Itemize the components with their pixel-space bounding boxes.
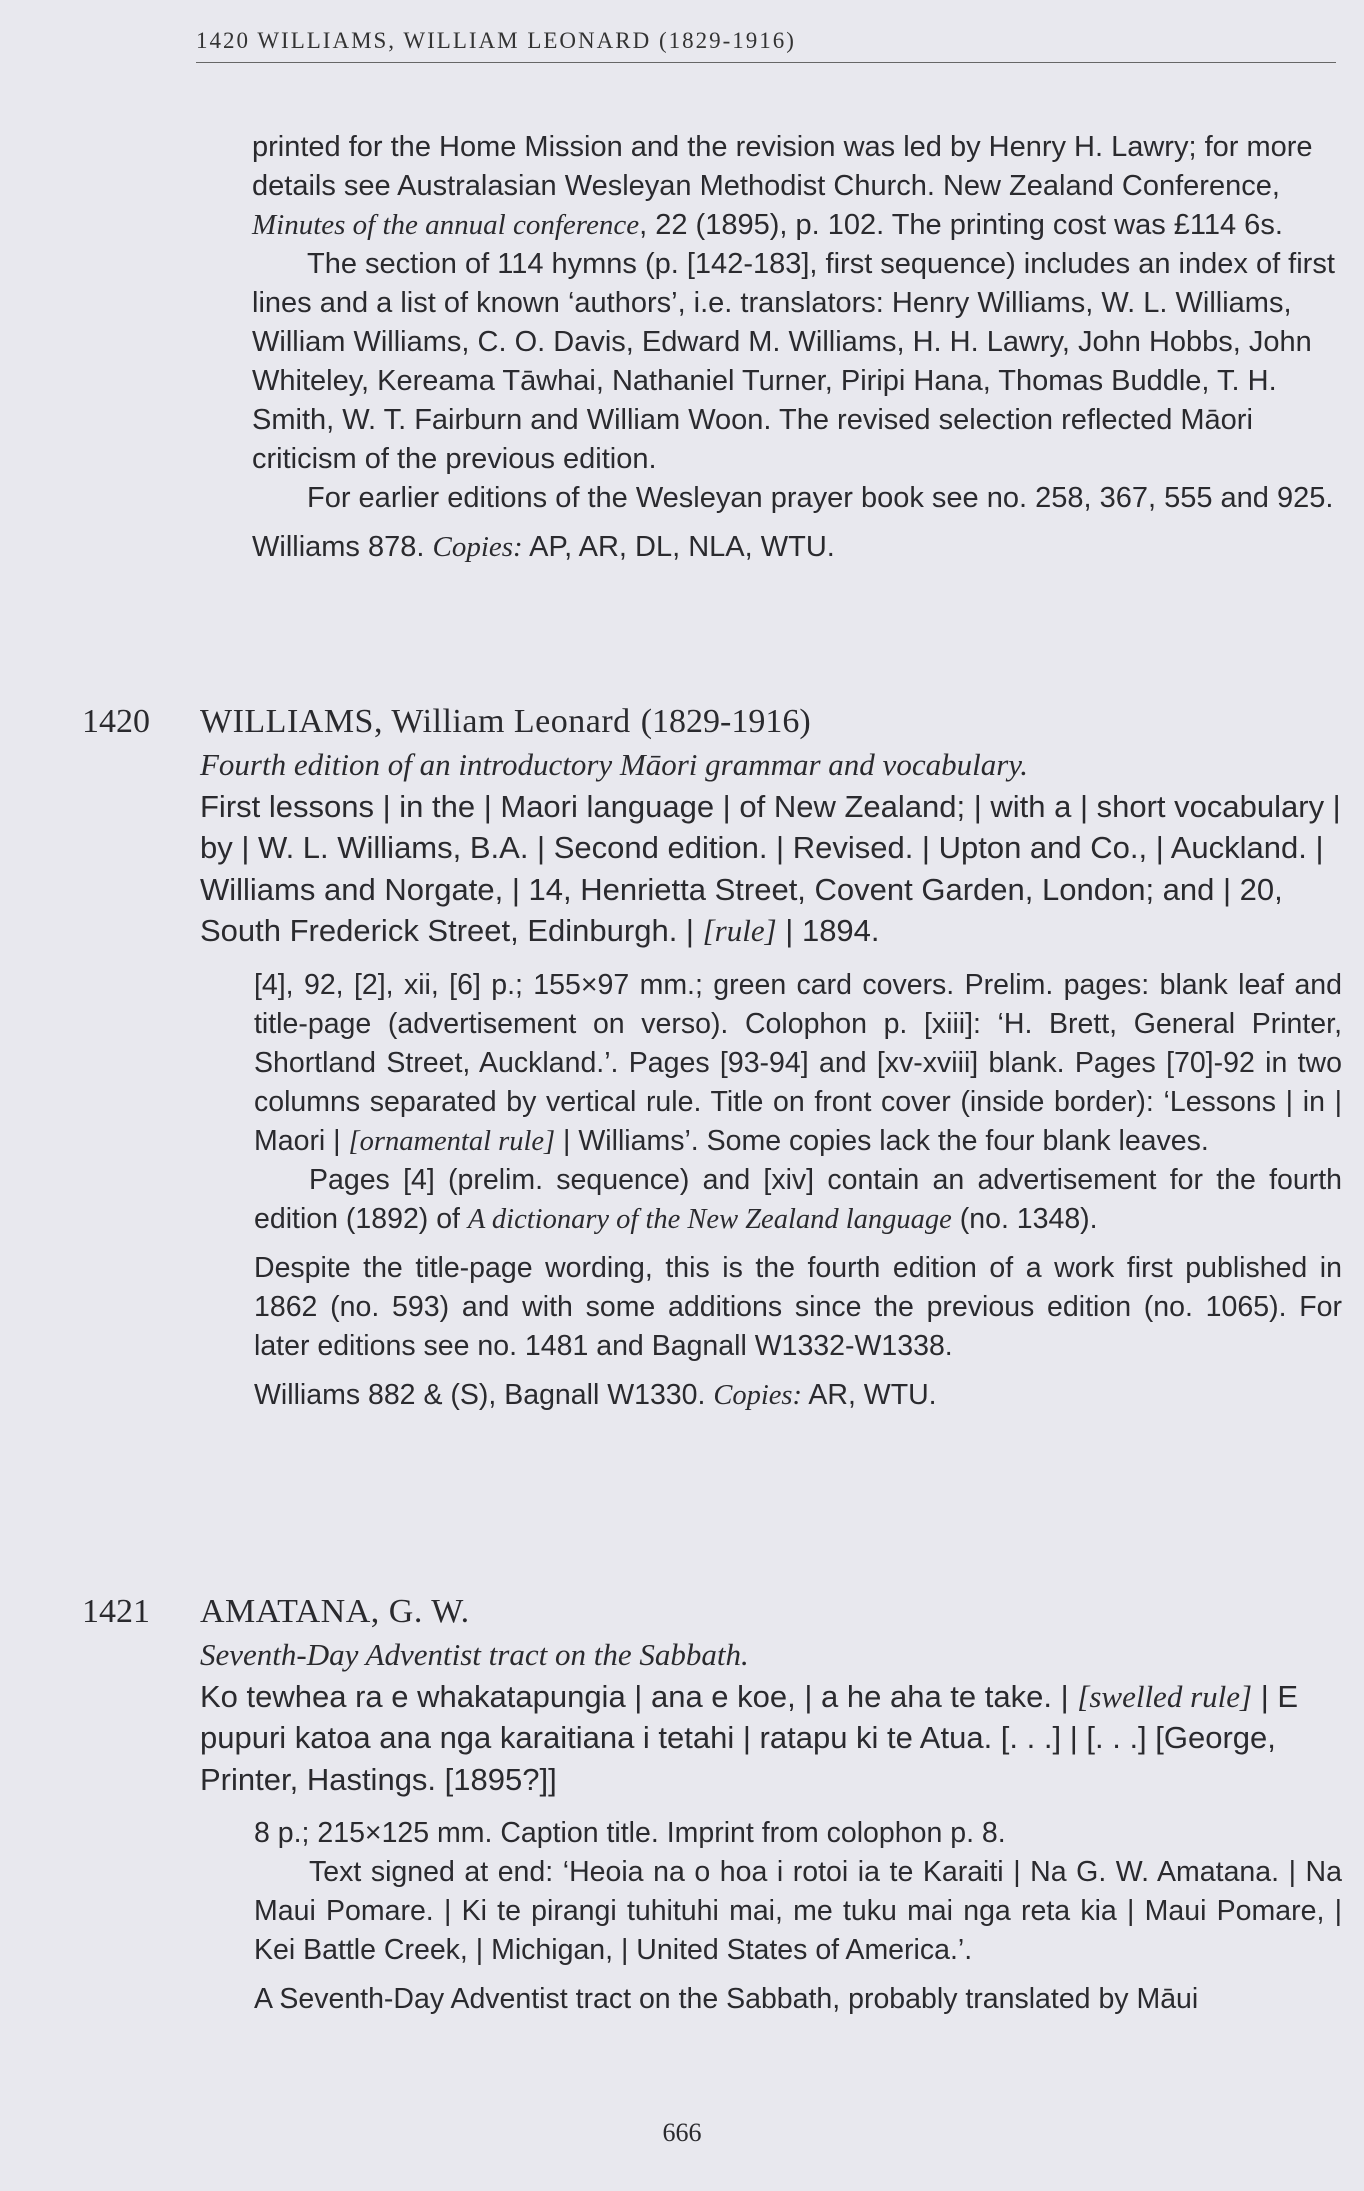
entry-1420 <box>82 700 1342 1415</box>
note: Pages [4] (prelim. sequence) and [xiv] contain an advertisement for the fourth edition (1892) of A dictionary of the New Zealand language (no. 1348). <box>254 1163 1342 1235</box>
paragraph: The section of 114 hymns (p. [142-183], first sequence) includes an index of first lines and a list of known ‘authors’, i.e. translators: Henry Williams, W. L. Williams, William Williams, C. O. Davis, Edward M. Williams, H. H. Lawry, John Hobbs, John Whiteley, Kereama Tāwhai, Nathaniel Turner, Piripi Hana, Thomas Buddle, T. H. Smith, W. T. Fairburn and William Woon. The revised selection reflected Māori criticism of the previous edition. <box>252 248 1335 475</box>
entry-heading <box>82 700 1342 744</box>
entry-title: Seventh-Day Adventist tract on the Sabbath. <box>200 1637 749 1672</box>
page-number: 666 <box>662 2118 702 2147</box>
entry-body <box>200 744 1342 952</box>
physical-description: [4], 92, [2], xii, [6] p.; 155×97 mm.; green card covers. Prelim. pages: blank leaf and title-page (advertisement on verso). Colophon p. [xiii]: ‘H. Brett, General Printer, Shortland Street, Auckland.’. Pages [93-94] and [xv-xviii] blank. Pages [70]-92 in two columns separated by vertical rule. Title on front cover (inside border): ‘Lessons | in | Maori | [ornamental rule] | Williams’. Some copies lack the four blank leaves. <box>254 968 1342 1157</box>
title-transcription: First lessons | in the | Maori language | of New Zealand; | with a | short vocabulary | by | W. L. Williams, B.A. | Second edition. | Revised. | Upton and Co., | Auckland. | Williams and Norgate, | 14, Henrietta Street, Covent Garden, London; and | 20, South Frederick Street, Edinburgh. | [rule] | 1894. <box>200 788 1341 948</box>
references: Williams 882 & (S), Bagnall W1330. Copies: AR, WTU. <box>254 1378 937 1411</box>
entry-notes <box>254 1814 1342 2019</box>
physical-description: 8 p.; 215×125 mm. Caption title. Imprint from colophon p. 8. <box>254 1817 1006 1849</box>
note: Text signed at end: ‘Heoia na o hoa i rotoi ia te Karaiti | Na G. W. Amatana. | Na Maui Pomare. | Ki te pirangi tuhituhi mai, me tuku mai nga reta kia | Maui Pomare, | Kei Battle Creek, | Michigan, | United States of America.’. <box>254 1856 1342 1966</box>
title-transcription: Ko tewhea ra e whakatapungia | ana e koe, | a he aha te take. | [swelled rule] | E pupuri katoa ana nga karaitiana i tetahi | ratapu ki te Atua. [. . .] | [. . .] [George, Printer, Hastings. [1895?]] <box>200 1678 1299 1797</box>
entry-heading <box>82 1590 1342 1634</box>
entry-1421 <box>82 1590 1342 2019</box>
entry-title: Fourth edition of an introductory Māori grammar and vocabulary. <box>200 747 1029 782</box>
entry-number: 1421 <box>82 1593 150 1630</box>
entry-dates: (1829-1916) <box>640 703 811 740</box>
entry-notes <box>254 966 1342 1415</box>
paragraph: printed for the Home Mission and the revision was led by Henry H. Lawry; for more details see Australasian Wesleyan Methodist Church. New Zealand Conference, Minutes of the annual conference, 22 (1895), p. 102. The printing cost was £114 6s. <box>252 131 1313 241</box>
note: A Seventh-Day Adventist tract on the Sabbath, probably translated by Māui <box>254 1983 1199 2015</box>
references: Williams 878. Copies: AP, AR, DL, NLA, WTU. <box>252 531 835 563</box>
entry-body <box>200 1634 1342 1800</box>
running-head: 1420 WILLIAMS, WILLIAM LEONARD (1829-1916) <box>196 28 1336 63</box>
entry-author: WILLIAMS, William Leonard <box>200 703 631 740</box>
paragraph: For earlier editions of the Wesleyan prayer book see no. 258, 367, 555 and 925. <box>307 482 1334 514</box>
continued-text <box>252 128 1336 567</box>
entry-author: AMATANA, G. W. <box>200 1593 470 1630</box>
entry-number: 1420 <box>82 703 150 740</box>
note: Despite the title-page wording, this is the fourth edition of a work first published in 1862 (no. 593) and with some additions since the previous edition (no. 1065). For later editions see no. 1481 and Bagnall W1332-W1338. <box>254 1251 1342 1362</box>
